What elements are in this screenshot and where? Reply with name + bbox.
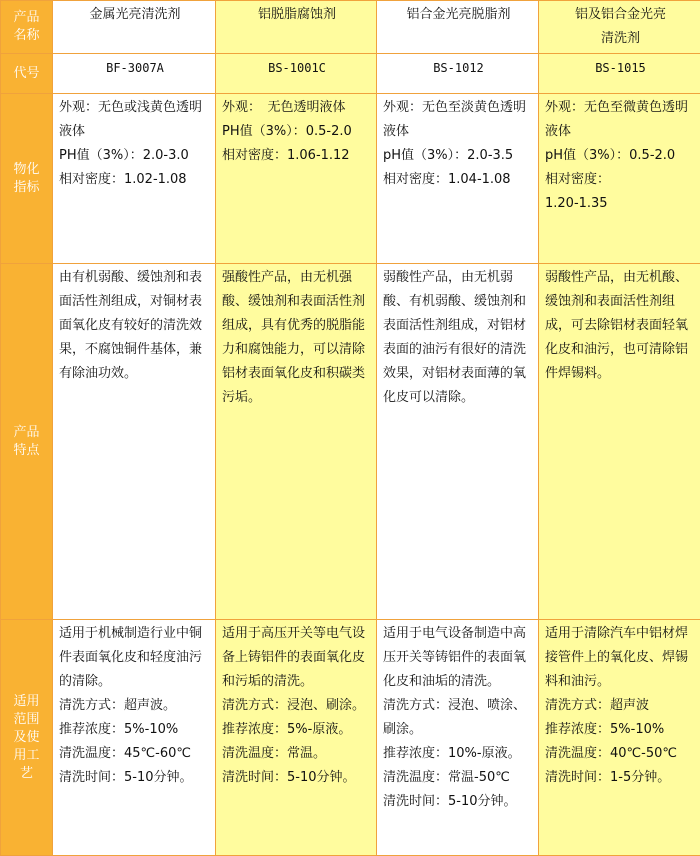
product-code-cell: BF-3007A [53, 54, 216, 94]
label-product-name: 产品 名称 [1, 1, 53, 54]
usage-cell: 适用于电气设备制造中高压开关等铸铝件的表面氧化皮和油垢的清洗。 清洗方式：浸泡、喷涂、刷涂。 推荐浓度：10%-原液。 清洗温度：常温-50℃ 清洗时间：5-10分钟。 [377, 620, 539, 856]
row-code [1, 54, 700, 94]
row-physchem [1, 94, 700, 264]
product-code-cell: BS-1012 [377, 54, 539, 94]
usage-cell: 适用于清除汽车中铝材焊接管件上的氧化皮、焊锡料和油污。 清洗方式：超声波 推荐浓度：5%-10% 清洗温度：40℃-50℃ 清洗时间：1-5分钟。 [539, 620, 700, 856]
row-product-name [1, 1, 700, 54]
label-code: 代号 [1, 54, 53, 94]
usage-cell: 适用于高压开关等电气设备上铸铝件的表面氧化皮和污垢的清洗。 清洗方式：浸泡、刷涂。 推荐浓度：5%-原液。 清洗温度：常温。 清洗时间：5-10分钟。 [216, 620, 377, 856]
product-name-cell: 铝合金光亮脱脂剂 [377, 1, 539, 54]
row-features [1, 264, 700, 620]
product-name-cell: 金属光亮清洗剂 [53, 1, 216, 54]
physchem-cell: 外观： 无色透明液体 PH值（3%）：0.5-2.0 相对密度：1.06-1.12 [216, 94, 377, 264]
features-cell: 弱酸性产品，由无机酸、缓蚀剂和表面活性剂组成，可去除铝材表面轻氧化皮和油污，也可清除铝件焊锡料。 [539, 264, 700, 620]
label-physchem: 物化 指标 [1, 94, 53, 264]
product-code-cell: BS-1001C [216, 54, 377, 94]
product-name-cell: 铝及铝合金光亮 清洗剂 [539, 1, 700, 54]
product-name-cell: 铝脱脂腐蚀剂 [216, 1, 377, 54]
usage-cell: 适用于机械制造行业中铜件表面氧化皮和轻度油污的清除。 清洗方式：超声波。 推荐浓度：5%-10% 清洗温度：45℃-60℃ 清洗时间：5-10分钟。 [53, 620, 216, 856]
row-usage [1, 620, 700, 856]
product-code-cell: BS-1015 [539, 54, 700, 94]
features-cell: 弱酸性产品，由无机弱酸、有机弱酸、缓蚀剂和表面活性剂组成，对铝材表面的油污有很好的清洗效果，对铝材表面薄的氧化皮可以清除。 [377, 264, 539, 620]
label-usage: 适用 范围 及使 用工 艺 [1, 620, 53, 856]
physchem-cell: 外观：无色或浅黄色透明液体 PH值（3%）：2.0-3.0 相对密度：1.02-1.08 [53, 94, 216, 264]
label-features: 产品 特点 [1, 264, 53, 620]
physchem-cell: 外观：无色至淡黄色透明液体 pH值（3%）：2.0-3.5 相对密度：1.04-1.08 [377, 94, 539, 264]
physchem-cell: 外观：无色至微黄色透明液体 pH值（3%）：0.5-2.0 相对密度： 1.20-1.35 [539, 94, 700, 264]
features-cell: 强酸性产品，由无机强酸、缓蚀剂和表面活性剂组成，具有优秀的脱脂能力和腐蚀能力，可以清除铝材表面氧化皮和积碳类污垢。 [216, 264, 377, 620]
features-cell: 由有机弱酸、缓蚀剂和表面活性剂组成，对铜材表面氧化皮有较好的清洗效果，不腐蚀铜件基体，兼有除油功效。 [53, 264, 216, 620]
